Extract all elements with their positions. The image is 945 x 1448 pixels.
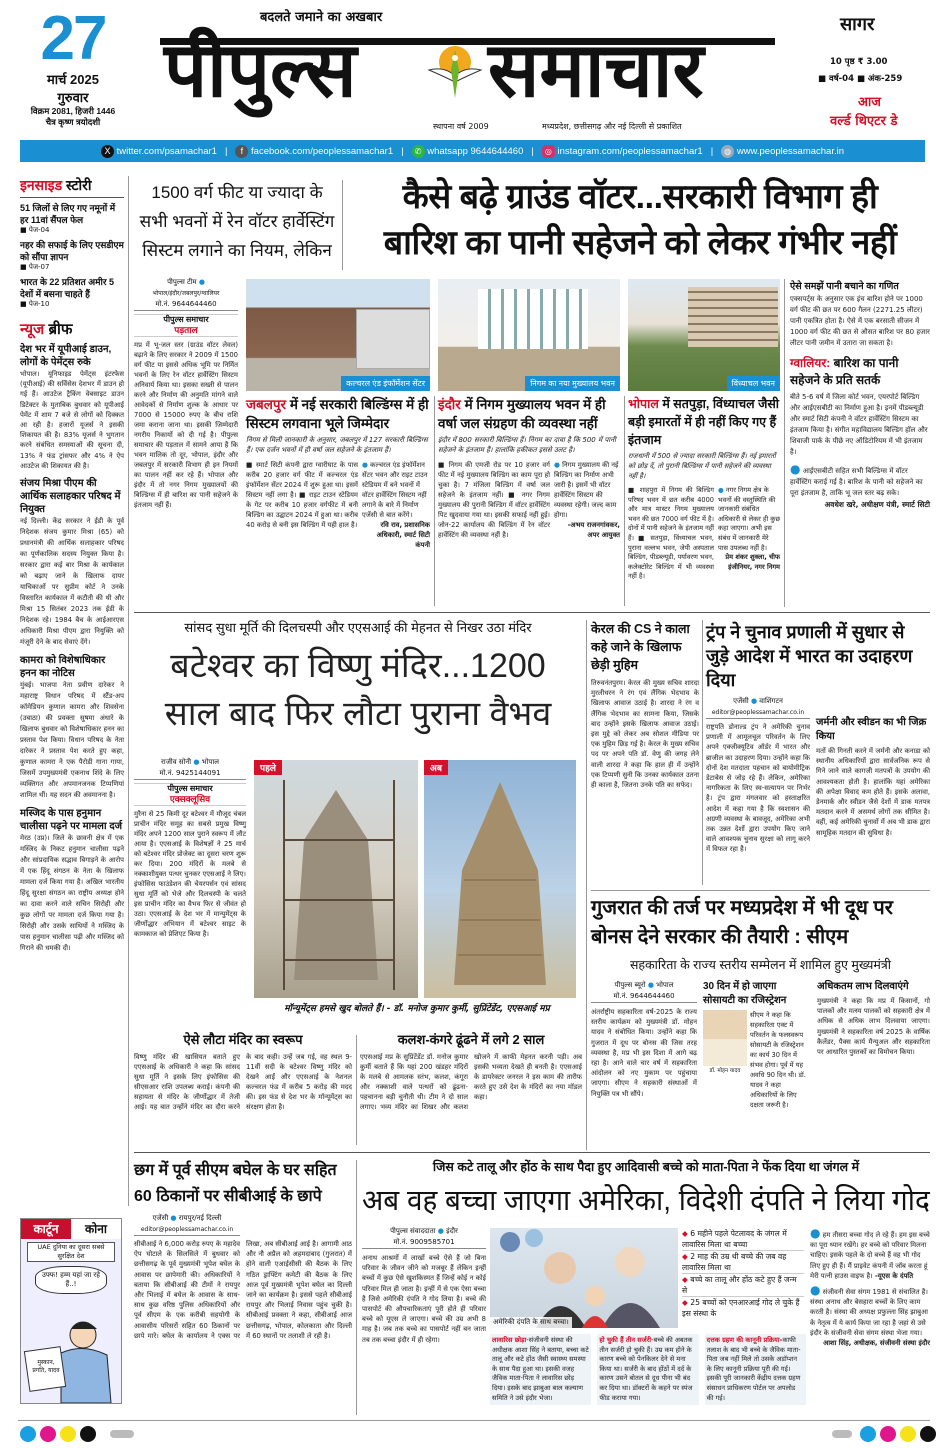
registration-marks-right (832, 1426, 936, 1442)
date-calendar: विक्रम 2081, हिजरी 1446 (30, 106, 116, 116)
baghel-story: छग में पूर्व सीएम बघेल के घर सहित 60 ठिकानों पर सीबीआई के छापे एजेंसी ● रायपुर/नई दिल्ली editor@peoplessamachar.co.in सीबीआई ने 6,000 करोड़ रुपए के महादेव ऐप घोटाले के सिलसिले में बुधवार को छत्तीसगढ़ के पूर्व मुख्यमंत्री भूपेश बघेल के आवास पर छापेमारी की। अधिकारियों ने बताया कि सीबीआई की टीमों ने रायपुर और भिलाई में बघेल के आवास के साथ-साथ कुछ वरिष्ठ पुलिस अधिकारियों और पूर्व सीएम के एक करीबी सहयोगी के आवासीय परिसरों सहित 60 ठिकानों पर छापे मारे। बघेल के कार्यालय ने एक्स पर लिखा, अब सीबीआई आई है। आगामी आठ और नौ अप्रैल को अहमदाबाद (गुजरात) में होने वाली एआईसीसी की बैठक के लिए गठित ड्राफ्टिंग कमेटी की बैठक के लिए आज पूर्व मुख्यमंत्री भूपेश बघेल का दिल्ली जाने का कार्यक्रम है। इससे पहले सीबीआई रायपुर और भिलाई निवास पहुंच चुकी है। सीबीआई प्रवक्ता ने कहा, सीबीआई आज छत्तीसगढ़, भोपाल, कोलकाता और दिल्ली में 60 स्थानों पर तलाशी ले रही है। (134, 1162, 352, 1340)
logo (160, 28, 775, 114)
exclusive-badge: पीपुल्स समाचार एक्सक्लूसिव (134, 783, 246, 806)
inside-item[interactable]: भारत के 22 प्रतिशत अमीर 5 देशों में बसना चाहते हैं ■ पेज-10 (20, 277, 115, 308)
info-box: लावारिस छोड़ा-संजीवनी संस्था की अधीक्षक आशा सिंह ने बताया, बच्चा कटे तालू और कटे होंठ जैसी स्वास्थ्य समस्या के साथ पैदा हुआ था। इसकी वजह जैविक माता-पिता ने लावारिस छोड़ दिया। इसके बाद झाबुआ बाल कल्याण समिति ने उसे इंदौर भेजा। (490, 1334, 591, 1405)
quote-icon: ● (810, 1283, 821, 1298)
cartoon-title-b: कोना (71, 1219, 121, 1239)
tagline: बदलते जमाने का अखबार (260, 10, 383, 25)
gujarat-col-3: अधिकतम लाभ दिलवाएंगे मुख्यमंत्री ने कहा कि मप्र में किसानों, गो पालकों और मत्स्य पालकों को सहकारी क्षेत्र में अधिक से अधिक लाभ दिलवाया जाएगा। मुख्यमंत्री ने सहकारिता वर्ष 2025 के वार्षिक कैलेंडर, पैक्स कार्य मैन्युअल और सहकारिता पर आधारित पुस्तकों का विमोचन किया। (817, 981, 930, 1057)
adoption-facts: ◆ 6 महीने पहले पेटलावद के जंगल में लावारिस मिला था बच्चा ◆ 2 माह की उम्र थी बच्चे की जब वह लावारिस मिला था ◆ बच्चे का तालू और होंठ कटे हुए हैं जन्म से ◆ 25 बच्चों को एनआरआई गोद ले चुके हैं इस संस्था के (682, 1228, 804, 1319)
lead-body: मप्र में भू-जल स्तर (ग्राउंड वॉटर लेवल) बढ़ाने के लिए सरकार ने 2009 में 1500 वर्ग फीट या इससे अधिक भूमि पर निर्मित भवनों के लिए रेन वॉटर हार्वेस्टिंग सिस्टम अनिवार्य किया था। इसका सख्ती से पालन करने और निर्माण की अनुमति मांगने वाले आवेदकों से निर्माण शुल्क के आधार पर 7000 से 15000 रुपए के बीच राशि जमा कराना जाना था। इसकी जिम्मेदारी नगरीय निकायों को दी गई है। पीपुल्स समाचार की पड़ताल में सामने आया है कि भवन मालिक तो दूर, भोपाल, इंदौर और जबलपुर में सरकारी विभाग ही इन नियमों का पालन नहीं कर रहे हैं। भोपाल और इंदौर में तो नगर निगम मुख्यालयों की बिल्डिंग्स में ही बारिश का पानी सहेजने के इंतजाम नहीं हैं। (134, 341, 238, 509)
bullet-icon: ◆ (682, 1298, 688, 1307)
brief-item: संजय मिश्रा पीएम की आर्थिक सलाहकार परिषद में नियुक्त नई दिल्ली। केंद्र सरकार ने ईडी के पूर्व निदेशक संजय कुमार मिश्रा (65) को प्रधानमंत्री की आर्थिक सलाहकार परिषद का पूर्णकालिक सदस्य नियुक्त किया है। सरकार द्वारा कई बार मिश्रा के कार्यकाल को बढ़ाए जाने के खिलाफ दायर याचिकाओं पर सुप्रीम कोर्ट ने उनके विस्तारित कार्यकाल में कटौती की थी और मिश्रा 15 सितंबर 2023 तक ईडी के निदेशक रहे। 1984 बैच के आईआरएस अधिकारी मिश्रा पीएम द्वारा नियुक्ति को मंजूरी देने के बाद सेवाएं देंगे। (20, 478, 124, 647)
city-story-jabalpur: जबलपुर में नई सरकारी बिल्डिंग्स में ही सिस्टम लगवाना भूले जिम्मेदार निगम से मिली जानकारी के अनुसार, जबलपुर में 127 सरकारी बिल्डिंग्स हैं। एक दर्जन भवनों में ही वर्षा जल सहेजने के इंतजाम हैं। ■ स्मार्ट सिटी कंपनी द्वारा ग्वारीघाट के पास करीब 20 हजार वर्ग फीट में कल्चरल एंड इंफॉर्मेशन सेंटर 2024 में शुरू हुआ था। इसमें सिस्टम नहीं लगा है। ■ राइट टाउन स्टेडियम के गेट पर करीब 10 हजार वर्गफीट में बनी बिल्डिंग का उद्घाटन 2024 में हुआ था। करीब 40 करोड़ से बनी इस बिल्डिंग में यही हाल है। ● कल्चरल एंड इंफॉर्मेशन सेंटर भवन और राइट टाउन स्टेडियम में बने भवनों में वॉटर हार्वेस्टिंग सिस्टम नहीं लगाने के बारे में निर्माण एजेंसी से बात करेंगे। रवि राव, प्रशासनिक अधिकारी, स्मार्ट सिटी कंपनी (246, 397, 430, 549)
temple-text-column (134, 757, 246, 939)
bullet-icon: ◆ (682, 1252, 688, 1261)
social-bar: X twitter.com/psamachar1 | f facebook.com/peoplessamachar1 | ✆ whatsapp 9644644460 | ◎ instagram.com/peoplessamachar1 | ◍ www.peoplessamachar.in (20, 140, 925, 162)
water-math-sidebar: ऐसे समझें पानी बचाने का गणित एक्सपर्ट्स के अनुसार एक इंच बारिश होने पर 1000 वर्ग फीट की छत पर 600 गैलन (2271.25 लीटर) पानी एकत्रित होता है। ऐसे में एक बरसाती सीजन में 1000 वर्ग फीट की छत से औसत बारिश पर 80 हजार लीटर पानी जमीन में उतारा जा सकता है। ग्वालियर: बारिश का पानी सहेजने के प्रति सतर्क बीते 5-6 वर्ष में जिला कोर्ट भवन, एयरपोर्ट बिल्डिंग और आईएसबीटी का निर्माण हुआ है। इनमें पीडब्ल्यूडी और स्मार्ट सिटी कंपनी ने वॉटर हार्वेस्टिंग सिस्टम का इंतजाम किया है। संगीत महाविद्यालय बिल्डिंग हॉल और शिवाजी पार्क के पीछे नए ऑडिटोरियम में भी इंतजाम है। ● आईएसबीटी सहित सभी बिल्डिंग्स में वॉटर हार्वेस्टिंग कराई गई है। बारिश के पानी को सहेजने का पूरा इंतजाम है, ताकि भू जल स्तर बढ़ सके। अवधेश खरे, अधीक्षण यंत्री, स्मार्ट सिटी (790, 281, 930, 509)
photo-bhopal: विंध्याचल भवन (628, 279, 780, 391)
info-box: हो चुकी हैं तीन सर्जरी-बच्चे की अबतक तीन सर्जरी हो चुकी हैं। उम्र कम होने के कारण बच्चे को पेनकिलर देने से मना किया था। सर्जरी के बाद होंठों में दर्द के कारण उसने बोतल से दूध पीना भी बंद कर दिया था। डॉक्टरों के कहने पर स्पंज फीड कराया गया। (597, 1334, 698, 1405)
family-illustration (490, 1228, 678, 1328)
city-story-indore: इंदौर में निगम मुख्यालय भवन में ही वर्षा जल संग्रहण की व्यवस्था नहीं इंदौर में 800 सरकारी बिल्डिंग्स हैं। निगम का दावा है कि 500 में पानी सहेजने के इंतजाम हैं। हालांकि हकीकत इससे उलट है। ■ निगम की एमजी रोड पर 10 हजार वर्ग फीट में नई मुख्यालय बिल्डिंग का काम पूरा हो चुका है। 7 मंजिला बिल्डिंग में वर्षा जल सहेजने के इंतजाम नहीं। ■ नगर निगम मुख्यालय की पुरानी बिल्डिंग में वॉटर हार्वेस्टिंग पिट खुदवाया गया था। इसकी सफाई नहीं हुई। जोन-22 कार्यालय की बिल्डिंग में रेन वॉटर हार्वेस्टिंग की व्यवस्था नहीं है। ● निगम मुख्यालय की नई बिल्डिंग का निर्माण अभी जारी है। इसमें भी वॉटर हार्वेस्टिंग सिस्टम की व्यवस्था रहेगी। जल्द काम होगा। -अभय राजनगांवकर, अपर आयुक्त (438, 397, 620, 539)
temple-byline: राजीव सोनी ● भोपाल मो.नं. 9425144091 (134, 757, 246, 780)
x-icon: X (101, 145, 114, 158)
trump-story: ट्रंप ने चुनाव प्रणाली में सुधार से जुड़े आदेश में भारत का उदाहरण दिया एजेंसी ● वाशिंगटन editor@peoplessamachar.co.in राष्ट्रपति डोनाल्ड ट्रंप ने अमेरिकी चुनाव प्रणाली में आमूलचूल परिवर्तन के लिए अपने एक्जीक्यूटिव ऑर्डर में भारत और ब्राजील का उदाहरण दिया। उन्होंने कहा कि दोनों देश मतदाता पहचान को बायोमीट्रिक डेटाबेस से जोड़ रहे हैं। लेकिन, अमेरिका नागरिकता के लिए स्व-सत्यापन पर निर्भर है। ट्रंप द्वारा मंगलवार को हस्ताक्षरित आदेश में कहा गया है कि स्वशासन की अग्रणी व्यवस्था के बावजूद, अमेरिका अभी तक उन्नत देशों द्वारा उपयोग किए जाने वाले आवश्यक चुनाव सुरक्षा को लागू करने में विफल रहा है। जर्मनी और स्वीडन का भी जिक्र किया मतों की गिनती करने में जर्मनी और कनाडा को स्थानीय अधिकारियों द्वारा सार्वजनिक रूप से गिने जाने वाले कागजी मतपत्रों के उपयोग की आवश्यकता होती है। हालांकि यहां अमेरिका की अपेक्षा विवाद कम होते हैं। इसके अलावा, डेनमार्क और स्वीडन जैसे देशों में डाक मतपत्र मतदान करने में असमर्थ लोगों तक सीमित है। वहीं, कई अमेरिकी चुनावों में अब भी डाक द्वारा सामूहिक मतदान की सुविधा है। (706, 622, 930, 854)
left-column (20, 176, 124, 954)
logo-left: पीपुल्स (164, 28, 357, 113)
volume-issue: ■ वर्ष-04 ■ अंक-259 (818, 74, 903, 84)
adoption-headline: अब वह बच्चा जाएगा अमेरिका, विदेशी दंपति ने लिया गोद (362, 1185, 930, 1217)
photo-temple-before: पहले (254, 760, 418, 998)
bullet-icon: ◆ (682, 1229, 688, 1238)
social-instagram[interactable]: ◎ instagram.com/peoplessamachar1 (542, 145, 703, 158)
cartoon-man-illustration (21, 1313, 121, 1403)
cartoon-corner (20, 1218, 122, 1404)
gujarat-subhead: सहकारिता के राज्य स्तरीय सम्मेलन में शामिल हुए मुख्यमंत्री (629, 958, 892, 972)
photo-jabalpur: कल्चरल एंड इंफॉर्मेशन सेंटर (246, 279, 430, 391)
brief-title-b: ब्रीफ (48, 321, 73, 338)
city-story-bhopal: भोपाल में सतपुड़ा, विंध्याचल जैसी बड़ी इमारतों में ही नहीं किए गए हैं इंतजाम राजधानी में 500 से ज्यादा सरकारी बिल्डिंग्स हैं। नई इमारतों को छोड़ दें, तो पुरानी बिल्डिंग्स में पानी सहेजने की व्यवस्था नहीं है। ■ शाहपुरा में निगम की बिल्डिंग परिषद भवन में छत करीब 4000 और मात्र मास्टर निगम मुख्यालय भवन की छत 7000 वर्ग फीट में है। दोनों में पानी सहेजने के इंतजाम नहीं हैं। ■ सतपुड़ा, विंध्याचल भवन, पुराना वल्लभ भवन, जेपी अस्पताल बिल्डिंग, पीडब्ल्यूडी, पर्यावरण भवन, कलेक्टोरेट बिल्डिंग में भी व्यवस्था नहीं है। ● नगर निगम क्षेत्र के भवनों की वस्तुस्थिति की जानकारी संबंधित अधिकारी से लेकर ही कुछ कहा जाएगा। अभी इस संबंध में जानकारी मेरे पास उपलब्ध नहीं है। प्रेम शंकर शुक्ला, चीफ इंजीनियर, नगर निगम (628, 397, 780, 581)
publication-regions: मध्यप्रदेश, छत्तीसगढ़ और नई दिल्ली से प्रकाशित (542, 122, 682, 131)
date-block (18, 4, 128, 128)
lead-text-column (134, 277, 238, 510)
quote-icon: ● (718, 486, 724, 494)
social-twitter[interactable]: X twitter.com/psamachar1 (101, 145, 217, 158)
temple-quote: मॉन्यूमेंट्स हमसे खुद बोलते हैं। - डॉ. मनोज कुमार कुर्मी, सुप्रिंटेंडेंट, एएसआई मप्र (284, 1004, 550, 1014)
probe-badge: पीपुल्स समाचार पड़ताल (134, 314, 238, 337)
lead-byline: पीपुल्स टीम ● भोपाल/इंदौर/जबलपुर/ग्वालियर मो.नं. 9644644460 (134, 277, 238, 311)
date-month: मार्च 2025 (47, 72, 99, 87)
facebook-icon: f (235, 145, 248, 158)
quote-icon: ● (362, 461, 368, 469)
adoption-kicker: जिस कटे तालू और होंठ के साथ पैदा हुए आदिवासी बच्चे को माता-पिता ने फेंक दिया था जंगल में (432, 1160, 860, 1174)
date-weekday: गुरुवार (57, 90, 89, 105)
quote-icon: ● (810, 1226, 821, 1240)
pages-price: 10 पृष्ठ ₹ 3.00 (830, 57, 888, 67)
founded-year: स्थापना वर्ष 2009 (433, 122, 489, 131)
gujarat-col-1: पीपुल्स ब्यूरो ● भोपाल मो.नं. 9644644460 अंतर्राष्ट्रीय सहकारिता वर्ष-2025 के राज्य स्तरीय कार्यक्रम को मुख्यमंत्री डॉ. मोहन यादव ने संबोधित किया। उन्होंने कहा कि गुजरात में दूध पर बोनस की जिस तरह व्यवस्था है, मप्र भी इस दिशा में आगे बढ़ रहा है। आने वाले चार वर्ष में सहकारिता आंदोलन को नए मुकाम पर पहुंचाया जाएगा। सीएम ने सहकारी संस्थाओं में नियुक्ति पत्र भी सौंपे। (591, 981, 697, 1098)
temple-body: मुरैना से 25 किमी दूर बटेश्वर में मौजूद चंबल प्राचीन मंदिर समूह का सबसे प्रमुख विष्णु मंदिर अपने 1200 साल पुराने स्वरूप में लौट आया है। एएसआई के विशेषज्ञों ने 25 मार्च को बटेश्वर मंदिर प्रोजेक्ट का दूसरा चरण शुरू कर दिया। 200 मंदिरों के मलबे से नक्काशीयुक्त पत्थर चुनकर एएसआई ने लिए। इंफोसिस फाउंडेशन की चेयरपर्सन एवं सांसद सुधा मूर्ति को भेजे और दिलचस्पी के चलते इस प्राचीन मंदिर का वैभव फिर से जीवंत हो उठा। एएसआई के देश भर में मान्युमेंट्स के जीर्णोद्धार अभियान में बटेश्वर साइट के कामकाज को प्रेशिएट किया है। (134, 810, 246, 938)
adoption-quotes: ● हम तीसरा बच्चा गोद ले रहे हैं। हम इस बच्चे का पूरा ध्यान रखेंगे। हर बच्चे को परिवार मिलना चाहिए। इसके पहले के दो बच्चे हैं वह भी गोद लिए हुए ही हैं। मैं प्राइवेट कंपनी में जॉब करता हूं मेरी पत्नी हाउस वाइफ है। -यूएस के दंपति ● संजीवनी सेवा संगम 1981 से संचालित है। संस्था अनाथ और बेसहारा बच्चों के लिए काम करती है। संस्था की अध्यक्ष प्रफुल्ला सिंह झाबुआ के नेतृत्व में ये कार्य किया जा रहा है जहां से उसे इंदौर के संजीवनी सेवा संगम संस्था भेजा गया। आशा सिंह, अधीक्षक, संजीवनी संस्था इंदौर (810, 1226, 930, 1348)
gujarat-story (591, 894, 930, 1110)
temple-kicker: सांसद सुधा मूर्ति की दिलचस्पी और एएसआई की मेहनत से निखर उठा मंदिर (184, 620, 532, 635)
adoption-info-boxes (490, 1334, 806, 1405)
lead-deck: 1500 वर्ग फीट या ज्यादा के सभी भवनों में रेन वॉटर हार्वेस्टिंग सिस्टम लगाने का नियम, लेकिन (139, 183, 335, 260)
pen-wings-emblem-icon (425, 40, 485, 100)
social-whatsapp[interactable]: ✆ whatsapp 9644644460 (412, 145, 524, 158)
photo-temple-after: अब (424, 760, 576, 998)
edition-name: सागर (840, 14, 875, 35)
temple-section-1: ऐसे लौटा मंदिर का स्वरूप विष्णु मंदिर की खासियत बताते हुए एएसआई के अधिकारी ने कहा कि सांसद सुधा मूर्ति ने इसके लिए इंफोसिस की सीएसआर राशि उपलब्ध कराई। कंपनी की सहायता से मंदिर के जीर्णोद्धार में तेजी आई। यह बात उन्होंने मंदिर का दौरा करने के बाद कही। उन्हें जब गई, वह स्थल 9-11वीं सदी के बटेश्वर विष्णु मंदिर को देखने आईं और एएसआई के नेशनल कल्चरल फंड में करीब 5 करोड़ की मदद की। इस फंड से देश भर के मॉन्यूमेंट्स का संरक्षण होता है। (134, 1032, 352, 1111)
inside-story (20, 176, 124, 309)
cartoon-paper: मुस्कान, प्रगति, यादव (32, 1359, 60, 1374)
temple-restored-illustration (424, 760, 576, 998)
inside-title-a: इनसाइड (20, 177, 63, 193)
kerala-story: केरल की CS ने काला कहे जाने के खिलाफ छेड़ी मुहिम तिरुवनंतपुरम। केरल की मुख्य सचिव शारदा मुरलीधरन ने रंग एवं लैंगिक भेदभाव के खिलाफ आवाज उठाई है। शारदा ने रंग व लैंगिक भेदभाव का सामना किया, जिसके बाद उन्होंने इसके खिलाफ आवाज उठाई। इस मुद्दे को लेकर अब सोशल मीडिया पर एक मुहिम छिड़ गई है। केरल के मुख्य सचिव पद पर अपने पति डॉ. वेणु की जगह लेने वाली शारदा ने कहा कि हाल ही में उन्होंने एक टिप्पणी सुनी कि उनका कार्यकाल उतना ही काला है, जितना उनके पति का सफेद। (591, 622, 699, 790)
social-website[interactable]: ◍ www.peoplessamachar.in (721, 145, 844, 158)
photo-adoption-family: अमेरिकी दंपति के साथ बच्चा। (490, 1228, 678, 1328)
brief-title-a: न्यूज (20, 321, 45, 338)
quote-icon: ● (554, 461, 560, 469)
brief-item: देश भर में यूपीआई डाउन, लोगों के पेमेंट्स रुके भोपाल। यूनिफाइड पेमेंट्स इंटरफेस (यूपीआई) की सर्विसेस देशभर में डाउन हो गई हैं। आउटेज ट्रैकिंग वेबसाइट डाउन डिटेक्टर के मुताबिक बुधवार को यूपीआई पेमेंट में शाम 7 बजे से लोगों को दिक्कत आ रही है। हजारों यूजर्स ने इसकी शिकायत की है। 83% यूजर्स ने भुगतान करने संबंधित समस्याओं की सूचना दी, 13% ने फंड ट्रांसफर और 4% ने ऐप आउटेज की शिकायत की है। (20, 344, 124, 470)
temple-section-2: कलश-कंगरे ढूंढने में लगे 2 साल एएसआई मप्र के सुप्रिंटेंडेंट डॉ. मनोज कुमार कुर्मी बताते हैं कि यहां 200 खंडहर मंदिरों के मलबे से आमलक स्तंभ, कलश, कंगूरा और नक्काशी वाले पत्थरों को ढूंढना-पहचानना बड़ी चुनौती थी। टीम ने दो साल लगाए। भव्य मंदिर का शिखर और कलश खोजने में काफी मेहनत करनी पड़ी। अब इसकी भव्यता देखते ही बनती है। एएसआई के डायरेक्टर जनरल ने इस काम की तारीफ करते हुए उसे देश के मंदिरों का नया मॉडल कहा। (360, 1032, 582, 1111)
globe-icon: ◍ (721, 145, 734, 158)
inside-item[interactable]: 51 जिलों से लिए गए नमूनों में हर 11वां सैंपल फेल ■ पेज-04 (20, 203, 116, 234)
logo-right: समाचार (488, 28, 704, 113)
quote-icon: ● (790, 462, 801, 476)
social-facebook[interactable]: f facebook.com/peoplessamachar1 (235, 145, 393, 158)
today-label: आज (858, 95, 881, 110)
date-tithi: चैत्र कृष्ण त्रयोदशी (45, 117, 101, 127)
temple-scaffold-illustration (254, 760, 418, 998)
inside-item[interactable]: नहर की सफाई के लिए एसडीएम को सौंपा ज्ञापन ■ पेज-07 (20, 240, 124, 271)
temple-headline: बटेश्वर का विष्णु मंदिर...1200 साल बाद फिर लौटा पुराना वैभव (164, 647, 552, 733)
registration-marks-left (20, 1426, 134, 1442)
info-box: दत्तक ग्रहण की कानूनी प्रक्रिया-काफी तलाश के बाद भी बच्चे के जैविक माता-पिता जब नहीं मिले तो उसके अडॉप्शन के लिए कानूनी प्रक्रिया पूरी की गई। इसकी पूरी जानकारी केंद्रीय दत्तक ग्रहण संसाधन प्राधिकरण पोर्टल पर अपलोड की गई। (705, 1334, 806, 1405)
photo-indore: निगम का नया मुख्यालय भवन (438, 279, 620, 391)
gujarat-headline: गुजरात की तर्ज पर मध्यप्रदेश में भी दूध पर बोनस देने सरकार की तैयारी : सीएम (591, 897, 893, 948)
cartoon-title-a: कार्टून (21, 1219, 71, 1239)
whatsapp-icon: ✆ (412, 145, 425, 158)
adoption-col-1: पीपुल्स संवाददाता ● इंदौर मो.नं. 9009585701 अनाथ आश्रमों में लाखों बच्चे ऐसे हैं जो बिना परिवार के जीवन जीने को मजबूर हैं लेकिन इन्हीं बच्चों में कुछ ऐसे खुशकिस्मत हैं जिन्हें कोई न कोई परिवार मिल ही जाता है। इन्हीं में से एक ऐसा बच्चा है जिसे अमेरिकी दंपति ने गोद लिया है। बच्चे की पासपोर्ट की औपचारिकताएं पूरी होते ही परिवार बच्चे को यूएस ले जाएगा। बच्चे की उम्र अभी 8 माह है। जब तक बच्चे का पासपोर्ट नहीं बन जाता तब तक बच्चा इंदौर में ही रहेगा। (362, 1227, 486, 1344)
lead-headline: कैसे बढ़े ग्राउंड वॉटर...सरकारी विभाग ही बारिश का पानी सहेजने को लेकर गंभीर नहीं (383, 178, 897, 262)
today-event: वर्ल्ड थिएटर डे (830, 114, 898, 129)
bullet-icon: ◆ (682, 1275, 688, 1284)
cartoon-board: UAE दुनिया का दूसरा सबसे सुरक्षित देश (27, 1242, 115, 1262)
inside-title-b: स्टोरी (66, 177, 92, 193)
instagram-icon: ◎ (542, 145, 555, 158)
photo-cm: डॉ. मोहन यादव (703, 1010, 747, 1074)
brief-item: कामरा को विशेषाधिकार हनन का नोटिस मुंबई। भाजपा नेता प्रवीण दारेकर ने महाराष्ट्र विधान परिषद में स्टैंड-अप कॉमेडियन कुणाल कामरा और शिवसेना (उबाठा) की प्रवक्ता सुषमा अंधारे के खिलाफ बुधवार को विशेषाधिकार हनन का प्रस्ताव पेश किया। विधान परिषद के नेता दारेकर ने प्रस्ताव पेश करते हुए कहा, कुणाल कामरा ने एक पैरोडी गाना गाया, जिसमें उपमुख्यमंत्री एकनाथ शिंदे के लिए व्यक्तिगत और अपमानजनक टिप्पणियां शामिल थीं। यह सदन की अवमानना है। (20, 655, 124, 800)
date-day: 27 (40, 4, 106, 73)
gujarat-col-2: 30 दिन में हो जाएगा सोसायटी का रजिस्ट्रेशन डॉ. मोहन यादव सीएम ने कहा कि सहकारिता एक्ट में परिवर्तन के फलस्वरूप सोसायटी के रजिस्ट्रेशन का कार्य 30 दिन में संभव होगा। पूर्व में यह अवधि 90 दिन थी। डॉ. यादव ने कहा अधिकारियों के लिए दक्षता जरूरी है। (703, 981, 806, 1109)
brief-item: मस्जिद के पास हनुमान चालीसा पढ़ने पर मामला दर्ज मेरठ (उप्र)। जिले के छावनी क्षेत्र में एक मस्जिद के निकट हनुमान चालीसा पढ़ने और सांप्रदायिक सद्भाव बिगाड़ने के आरोप में एक हिंदू संगठन के नेता के खिलाफ मामला दर्ज किया गया है। अखिल भारतीय हिंदू सुरक्षा संगठन का राष्ट्रीय अध्यक्ष होने का दावा करने वाले सचिन सिरोही और कुछ लोगों पर मामला दर्ज किया गया है। सिरोही और उसके साथियों ने मस्जिद के पास हनुमान चालीसा पढ़ी और मस्जिद को गिराने की धमकी दी। (20, 808, 124, 953)
cartoon-bubble: उफ्फ! हम्म यहां जा रहे हैं..! (35, 1266, 107, 1294)
news-brief (20, 319, 124, 954)
